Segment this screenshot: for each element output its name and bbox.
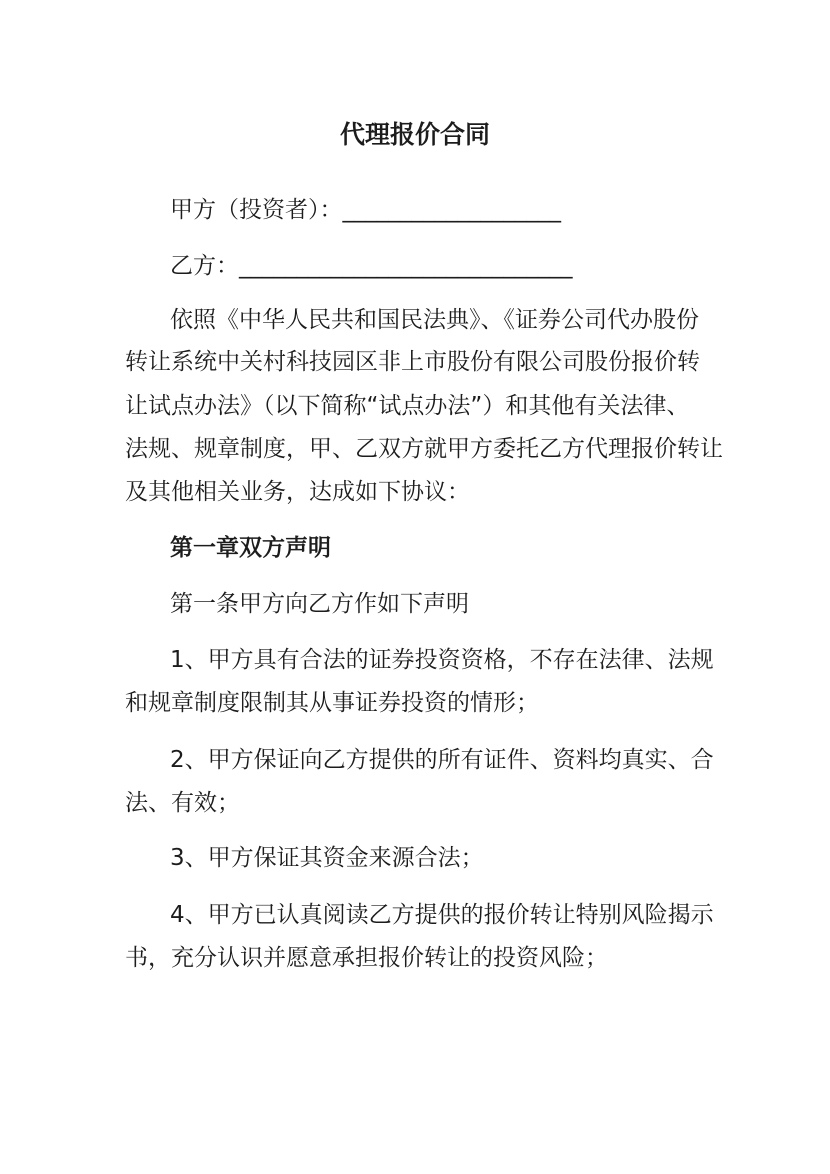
- party-a-blank: ___________________: [342, 197, 561, 223]
- party-b-line: [170, 251, 573, 281]
- clause-1-line-1: 1、甲方具有合法的证券投资资格，不存在法律、法规: [170, 647, 714, 673]
- party-a-label: 甲方（投资者）：: [170, 197, 343, 223]
- chapter-heading: 第一章双方声明: [170, 535, 331, 561]
- clause-4-line-1: 4、甲方已认真阅读乙方提供的报价转让特别风险揭示: [170, 902, 714, 928]
- clause-2-line-2: 法、有效；: [125, 790, 240, 816]
- preamble-line-5: 及其他相关业务，达成如下协议：: [125, 479, 470, 505]
- article-heading: 第一条甲方向乙方作如下声明: [170, 591, 469, 617]
- clause-1-line-2: 和规章制度限制其从事证券投资的情形；: [125, 690, 539, 716]
- party-b-label: 乙方：: [170, 253, 239, 279]
- document-title: 代理报价合同: [339, 120, 490, 149]
- party-a-line: [170, 195, 561, 225]
- preamble-line-1: 依照《中华人民共和国民法典》、《证券公司代办股份: [170, 307, 699, 333]
- preamble-line-4: 法规、规章制度，甲、乙双方就甲方委托乙方代理报价转让: [125, 436, 723, 462]
- clause-4-line-2: 书，充分认识并愿意承担报价转让的投资风险；: [125, 945, 608, 971]
- preamble-line-2: 转让系统中关村科技园区非上市股份有限公司股份报价转: [125, 349, 700, 375]
- party-b-blank: _____________________________: [239, 253, 573, 279]
- clause-2-line-1: 2、甲方保证向乙方提供的所有证件、资料均真实、合: [170, 747, 714, 773]
- preamble-line-3: 让试点办法》（以下简称“试点办法”）和其他有关法律、: [125, 393, 690, 419]
- clause-3-line-1: 3、甲方保证其资金来源合法；: [170, 845, 484, 871]
